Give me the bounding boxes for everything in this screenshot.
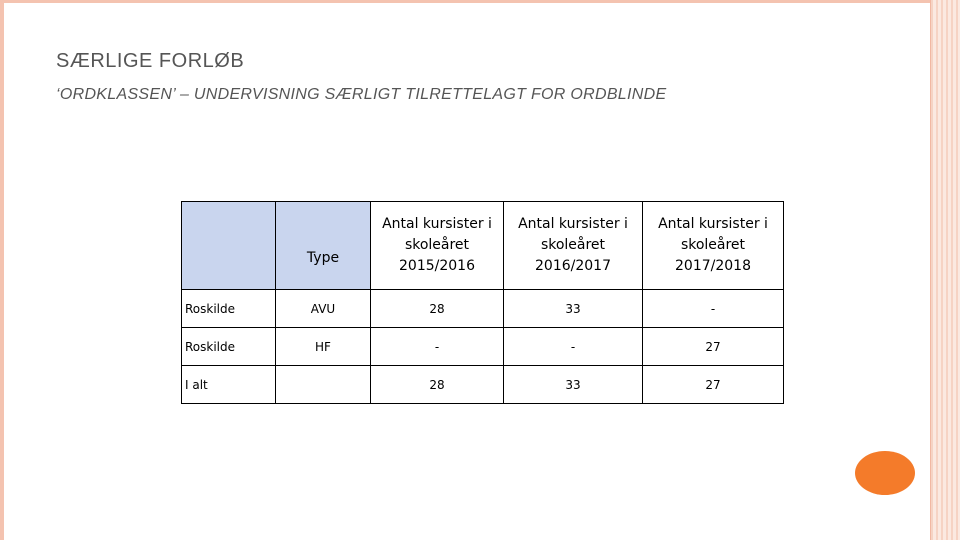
cell-year-2015-2016: 28 <box>371 290 504 328</box>
cell-year-2016-2017: - <box>504 328 643 366</box>
cell-year-2017-2018: 27 <box>643 366 784 404</box>
cell-year-2015-2016: - <box>371 328 504 366</box>
cell-location: Roskilde <box>182 290 276 328</box>
table-header-row <box>182 202 784 290</box>
table-row <box>182 328 784 366</box>
slide-title: SÆRLIGE FORLØB <box>56 50 245 72</box>
slide-subtitle: ‘ORDKLASSEN’ – UNDERVISNING SÆRLIGT TILRETTELAGT FOR ORDBLINDE <box>56 86 667 103</box>
cell-year-2016-2017: 33 <box>504 366 643 404</box>
header-year-2015-2016: Antal kursister i skoleåret 2015/2016 <box>371 202 504 290</box>
enrollment-table <box>181 201 784 404</box>
cell-location: Roskilde <box>182 328 276 366</box>
cell-type: HF <box>276 328 371 366</box>
cell-location: I alt <box>182 366 276 404</box>
table-row <box>182 290 784 328</box>
header-year-2017-2018: Antal kursister i skoleåret 2017/2018 <box>643 202 784 290</box>
header-type: Type <box>276 202 371 290</box>
slide-frame-left <box>0 0 4 540</box>
slide-side-decoration <box>930 0 960 540</box>
cell-type <box>276 366 371 404</box>
cell-type: AVU <box>276 290 371 328</box>
table-row-total <box>182 366 784 404</box>
header-location <box>182 202 276 290</box>
slide-frame-top <box>0 0 930 3</box>
orange-circle-decoration <box>855 451 915 495</box>
cell-year-2017-2018: - <box>643 290 784 328</box>
cell-year-2016-2017: 33 <box>504 290 643 328</box>
header-year-2016-2017: Antal kursister i skoleåret 2016/2017 <box>504 202 643 290</box>
cell-year-2015-2016: 28 <box>371 366 504 404</box>
cell-year-2017-2018: 27 <box>643 328 784 366</box>
